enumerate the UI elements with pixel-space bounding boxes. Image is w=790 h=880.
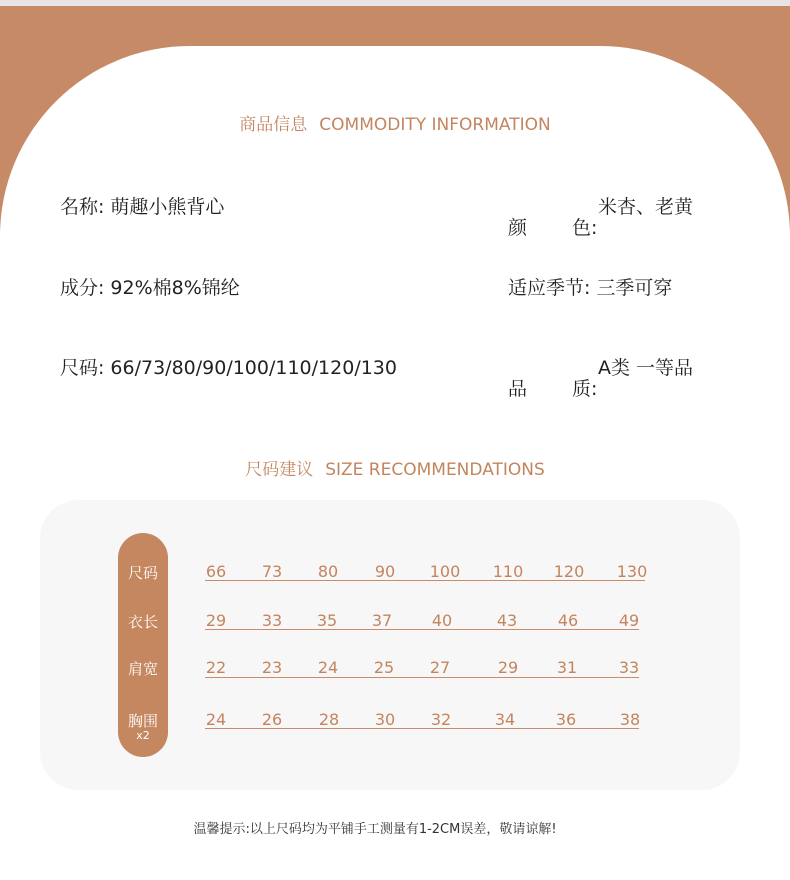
color-label-part1: 颜: [508, 217, 528, 239]
size-label: 尺码:: [60, 357, 105, 379]
commodity-section-title: [0, 110, 790, 135]
table-cell: 120: [553, 562, 585, 581]
table-cell: 24: [317, 658, 339, 677]
table-cell: 29: [497, 658, 519, 677]
table-cell: 49: [618, 611, 640, 630]
color-value: 米杏、老黄: [598, 196, 694, 218]
table-cell: 33: [261, 611, 283, 630]
material-label: 成分:: [60, 277, 105, 299]
table-cell: 23: [261, 658, 283, 677]
quality-label-part2: 质:: [572, 378, 598, 400]
info-material: [60, 273, 240, 300]
table-cell: 22: [205, 658, 227, 677]
table-cell: 66: [205, 562, 227, 581]
info-color: [508, 192, 694, 239]
row-label-sub: x2: [136, 729, 150, 742]
table-cell: 27: [429, 658, 451, 677]
table-cell: 24: [205, 710, 227, 729]
season-label: 适应季节:: [508, 277, 591, 299]
table-cell: 37: [371, 611, 393, 630]
table-cell: 100: [429, 562, 461, 581]
table-cell: 73: [261, 562, 283, 581]
table-cell: 31: [556, 658, 578, 677]
table-cell: 80: [317, 562, 339, 581]
row-label: 尺码: [127, 564, 158, 582]
table-cell: 36: [555, 710, 577, 729]
info-quality: [508, 353, 694, 400]
table-cell: 43: [496, 611, 518, 630]
table-cell: 40: [431, 611, 453, 630]
table-cell: 110: [492, 562, 524, 581]
material-value: 92%棉8%锦纶: [110, 277, 240, 299]
table-cell: 46: [557, 611, 579, 630]
table-cell: 28: [318, 710, 340, 729]
quality-value: A类 一等品: [598, 357, 694, 379]
quality-label-part1: 品: [508, 378, 528, 400]
table-cell: 90: [374, 562, 396, 581]
info-name: [60, 192, 224, 219]
row-underline: [205, 677, 639, 678]
table-cell: 130: [616, 562, 648, 581]
season-value: 三季可穿: [596, 277, 673, 299]
tip-text: 温馨提示:以上尺码均为平铺手工测量有1-2CM误差，敬请谅解!: [193, 822, 557, 837]
size-title-en: SIZE RECOMMENDATIONS: [325, 460, 545, 480]
table-cell: 35: [316, 611, 338, 630]
commodity-title-cn: 商品信息: [239, 115, 308, 135]
size-value: 66/73/80/90/100/110/120/130: [110, 357, 397, 379]
name-value: 萌趣小熊背心: [110, 196, 225, 218]
name-label: 名称:: [60, 196, 105, 218]
table-cell: 33: [618, 658, 640, 677]
info-season: [508, 273, 672, 300]
info-size: [60, 353, 397, 380]
table-cell: 38: [619, 710, 641, 729]
table-cell: 26: [261, 710, 283, 729]
size-title-cn: 尺码建议: [245, 460, 314, 480]
table-cell: 25: [373, 658, 395, 677]
row-label: 胸围: [127, 712, 158, 730]
table-cell: 29: [205, 611, 227, 630]
commodity-title-en: COMMODITY INFORMATION: [319, 115, 551, 135]
color-label-part2: 色:: [572, 217, 598, 239]
table-cell: 30: [374, 710, 396, 729]
size-section-title: [0, 455, 790, 480]
table-cell: 32: [430, 710, 452, 729]
row-label: 肩宽: [127, 660, 158, 678]
row-label: 衣长: [127, 613, 158, 631]
table-cell: 34: [494, 710, 516, 729]
